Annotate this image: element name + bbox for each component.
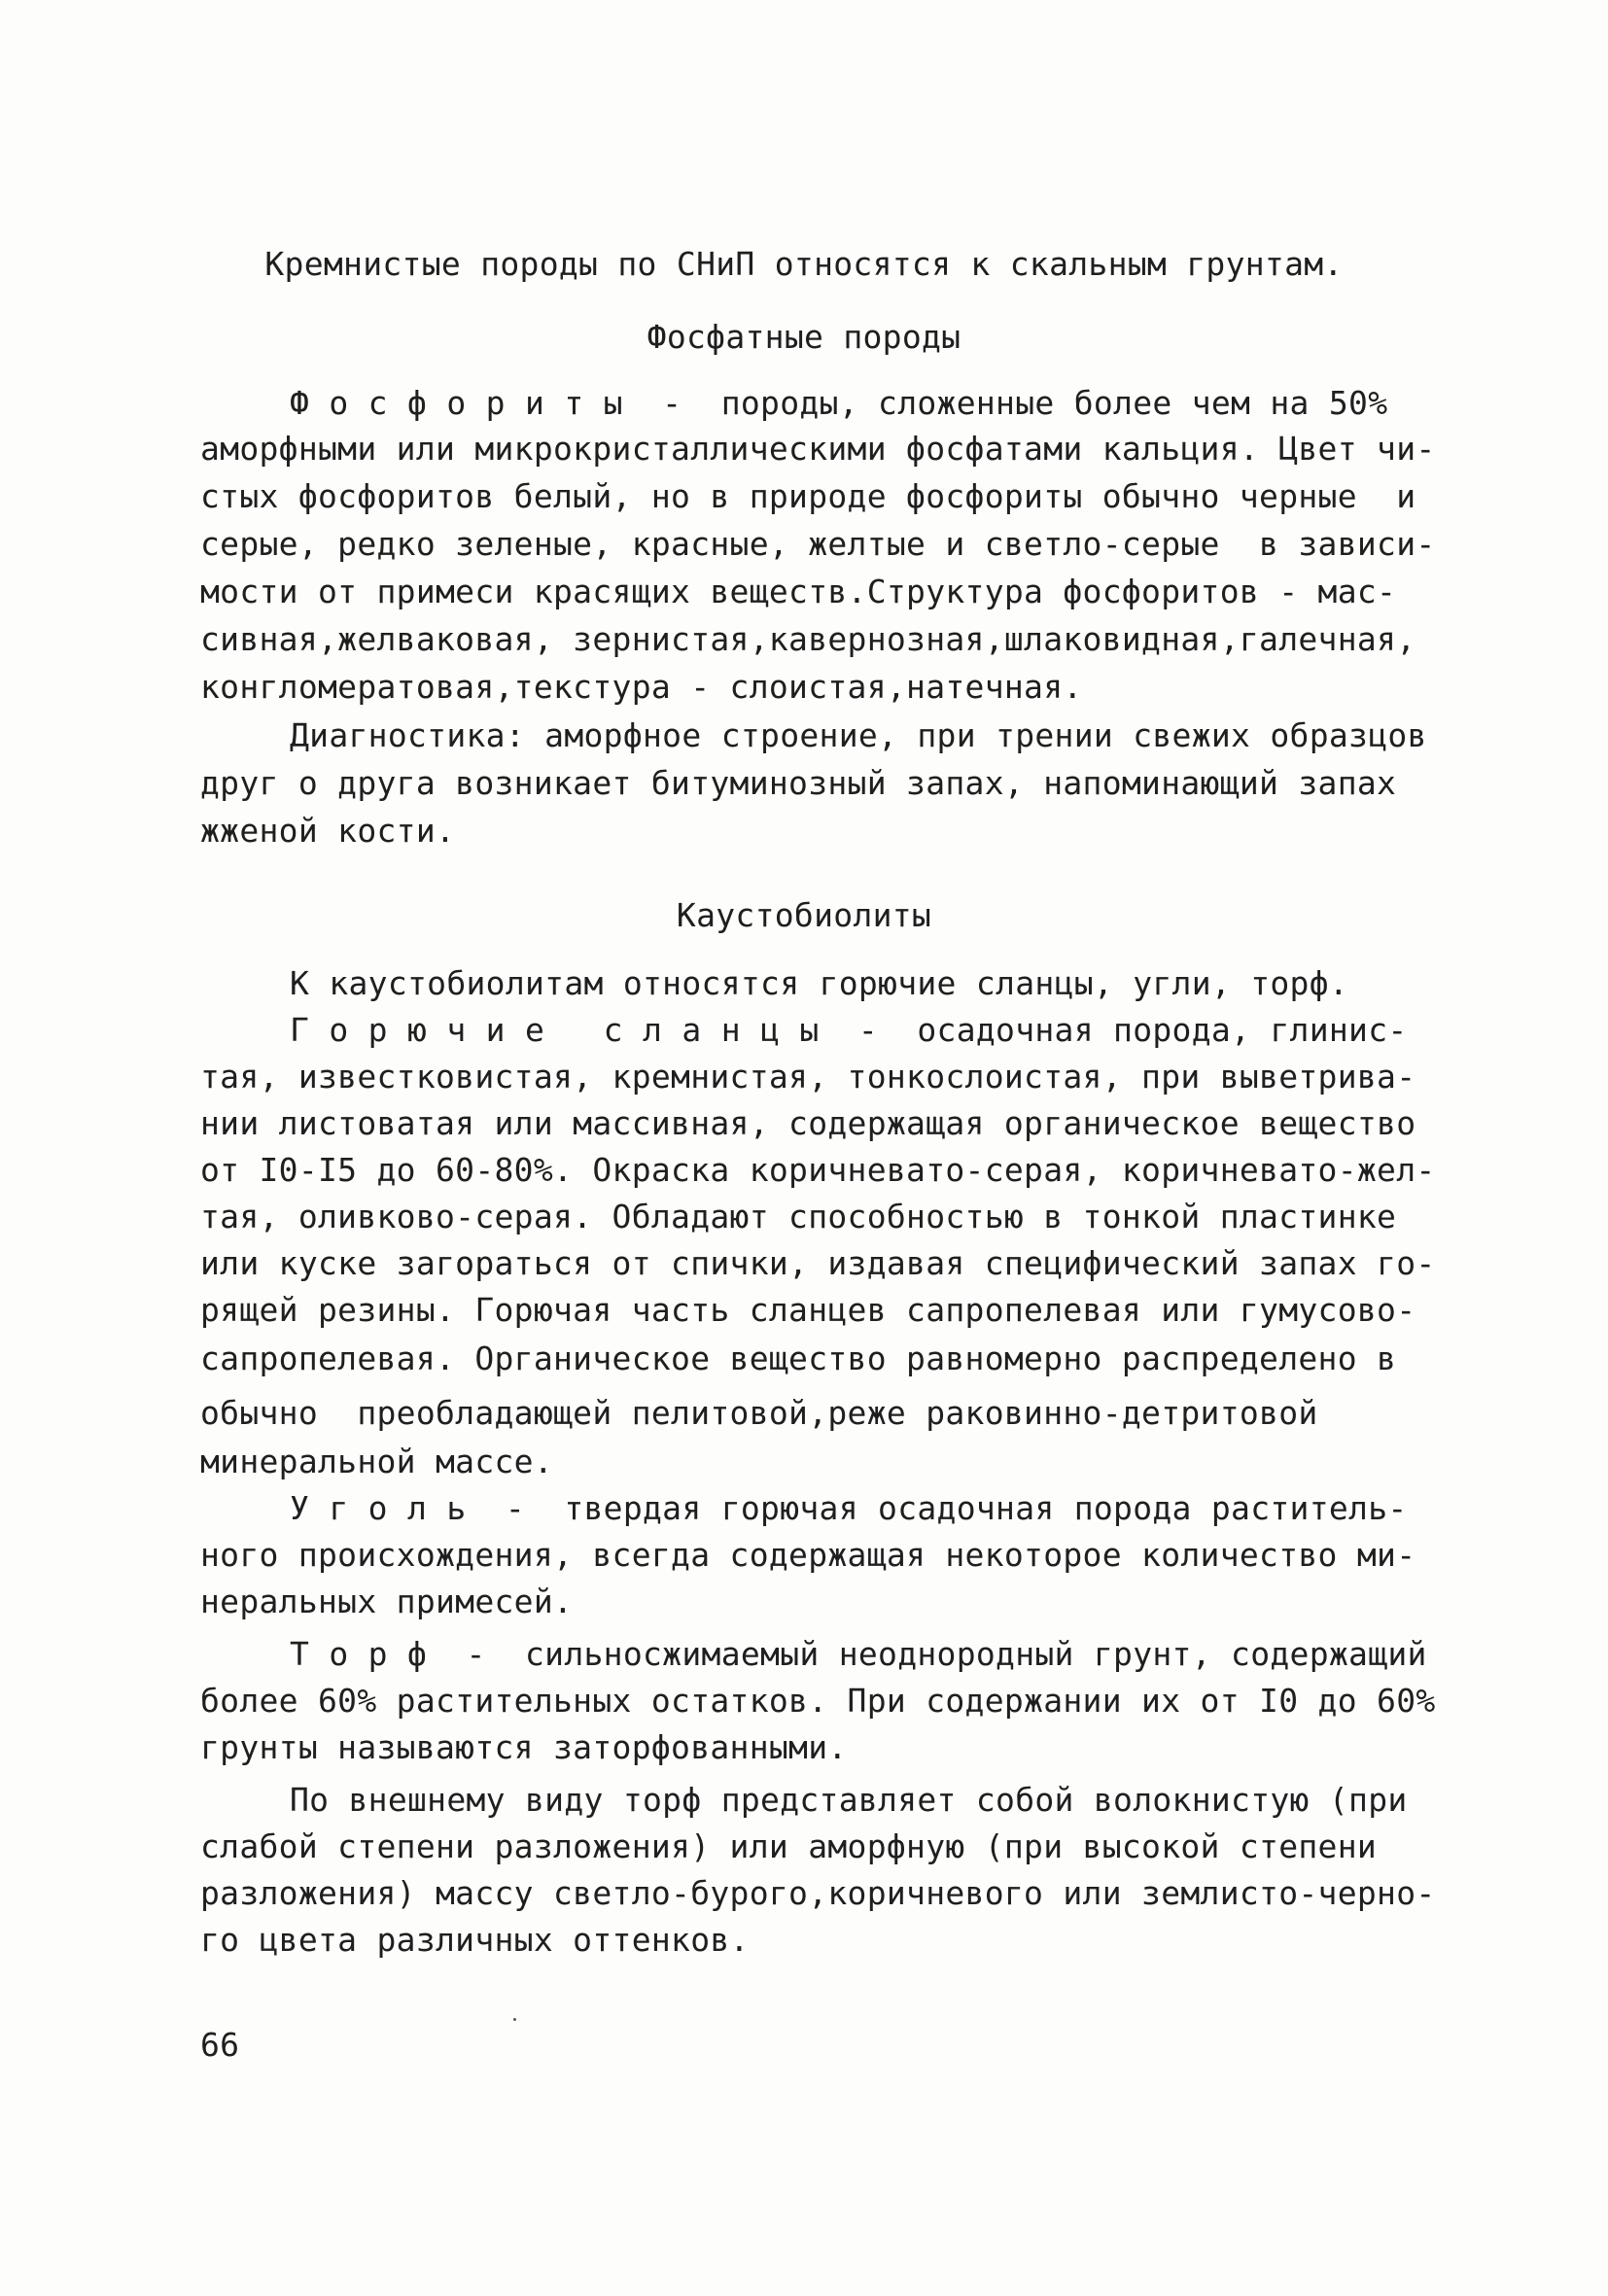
text-line: или куске загораться от спички, издавая специфический запах го- (200, 1244, 1436, 1282)
intro-sentence: Кремнистые породы по СНиП относятся к скальным грунтам. (264, 245, 1344, 283)
text-line: сивная,желваковая, зернистая,кавернозная,шлаковидная,галечная, (200, 620, 1416, 658)
text-line: неральных примесей. (200, 1583, 574, 1620)
scan-speck (513, 2018, 516, 2021)
text-line: обычно преобладающей пелитовой,реже раковинно-детритовой (200, 1394, 1318, 1432)
text-line: По внешнему виду торф представляет собой волокнистую (при (290, 1781, 1408, 1819)
text-line: аморфными или микрокристаллическими фосфатами кальция. Цвет чи- (200, 430, 1436, 468)
text-line: сапропелевая. Органическое вещество равномерно распределено в (200, 1339, 1397, 1377)
text-line: грунты называются заторфованными. (200, 1728, 848, 1766)
heading-caustobiolites: Каустобиолиты (676, 896, 932, 934)
text-line: Г о р ю ч и е с л а н ц ы - осадочная порода, глинис- (290, 1011, 1408, 1049)
text-line: К каустобиолитам относятся горючие сланцы, угли, торф. (290, 964, 1349, 1002)
text-line: тая, известковистая, кремнистая, тонкослоистая, при выветрива- (200, 1058, 1416, 1096)
text-line: разложения) массу светло-бурого,коричневого или землисто-черно- (200, 1874, 1436, 1912)
text-line: минеральной массе. (200, 1443, 554, 1480)
text-line: более 60% растительных остатков. При содержании их от I0 до 60% (200, 1682, 1436, 1720)
text-line: нии листоватая или массивная, содержащая органическое вещество (200, 1104, 1416, 1142)
text-line: ного происхождения, всегда содержащая некоторое количество ми- (200, 1536, 1416, 1574)
text-line: Т о р ф - сильносжимаемый неоднородный грунт, содержащий (290, 1635, 1427, 1673)
heading-phosphate-rocks: Фосфатные породы (647, 318, 961, 356)
text-line: Ф о с ф о р и т ы - породы, сложенные более чем на 50% (290, 384, 1388, 422)
text-line: Диагностика: аморфное строение, при трении свежих образцов (290, 716, 1427, 754)
text-line: го цвета различных оттенков. (200, 1921, 750, 1959)
text-line: У г о л ь - твердая горючая осадочная порода раститель- (290, 1489, 1408, 1527)
text-line: жженой кости. (200, 812, 456, 850)
text-line: друг о друга возникает битуминозный запах, напоминающий запах (200, 764, 1397, 802)
page-number: 66 (200, 2026, 240, 2064)
text-line: серые, редко зеленые, красные, желтые и светло-серые в зависи- (200, 525, 1436, 563)
text-line: мости от примеси красящих веществ.Структура фосфоритов - мас- (200, 573, 1397, 610)
text-line: тая, оливково-серая. Обладают способностью в тонкой пластинке (200, 1198, 1397, 1235)
text-line: рящей резины. Горючая часть сланцев сапропелевая или гумусово- (200, 1291, 1416, 1329)
text-line: от I0-I5 до 60-80%. Окраска коричневато-серая, коричневато-жел- (200, 1151, 1436, 1189)
text-line: стых фосфоритов белый, но в природе фосфориты обычно черные и (200, 477, 1416, 515)
text-line: слабой степени разложения) или аморфную (при высокой степени (200, 1827, 1378, 1865)
text-line: конгломератовая,текстура - слоистая,натечная. (200, 668, 1083, 706)
